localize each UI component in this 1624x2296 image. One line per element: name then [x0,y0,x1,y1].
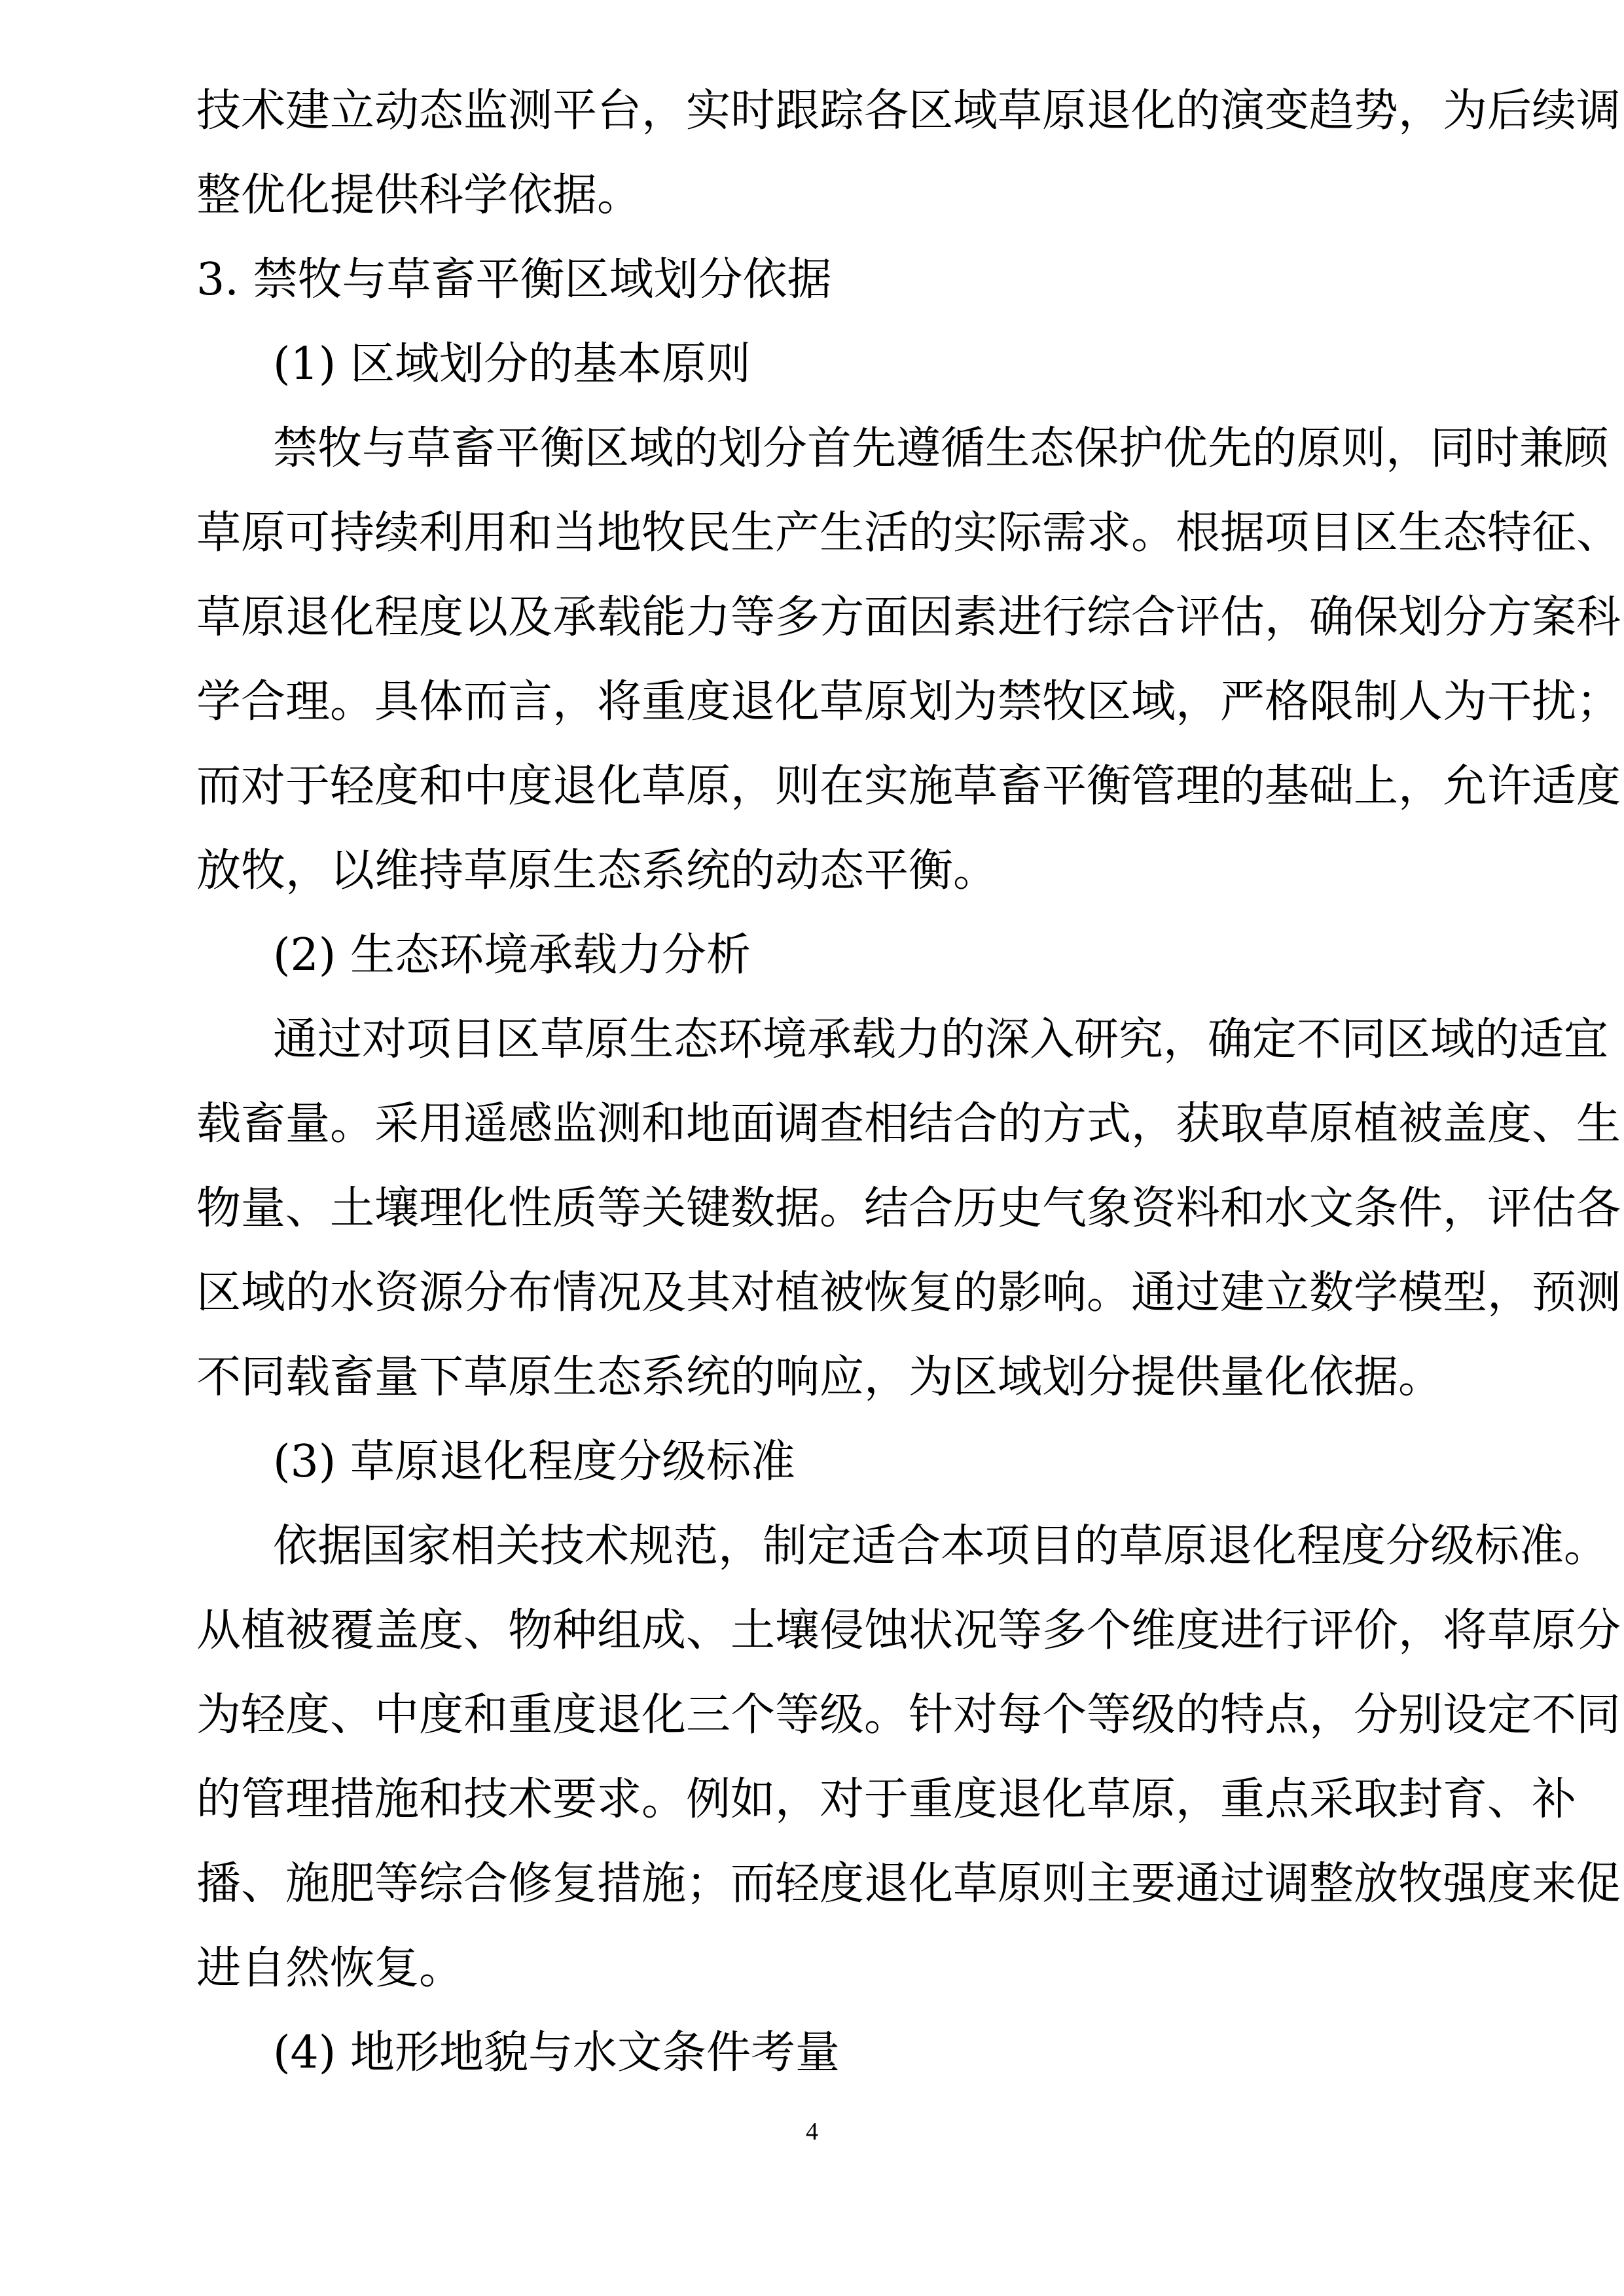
page-number: 4 [806,2118,818,2145]
paragraph-line: 整优化提供科学依据。 [196,170,642,221]
paragraph-line: 禁牧与草畜平衡区域的划分首先遵循生态保护优先的原则，同时兼顾 [273,423,1609,475]
paragraph-line: 不同载畜量下草原生态系统的响应，为区域划分提供量化依据。 [196,1352,1443,1403]
paragraph-line: 草原可持续利用和当地牧民生产生活的实际需求。根据项目区生态特征、 [196,507,1621,559]
paragraph-line: 依据国家相关技术规范，制定适合本项目的草原退化程度分级标准。 [273,1520,1609,1572]
subsection-heading: (4) 地形地貌与水文条件考量 [273,2027,840,2079]
paragraph-line: 播、施肥等综合修复措施；而轻度退化草原则主要通过调整放牧强度来促 [196,1858,1621,1910]
paragraph-line: 的管理措施和技术要求。例如，对于重度退化草原，重点采取封育、补 [196,1774,1577,1825]
paragraph-line: 从植被覆盖度、物种组成、土壤侵蚀状况等多个维度进行评价，将草原分 [196,1605,1621,1657]
paragraph-line: 为轻度、中度和重度退化三个等级。针对每个等级的特点，分别设定不同 [196,1689,1621,1741]
paragraph-line: 进自然恢复。 [196,1943,464,1994]
paragraph-line: 草原退化程度以及承载能力等多方面因素进行综合评估，确保划分方案科 [196,592,1621,643]
paragraph-line: 技术建立动态监测平台，实时跟踪各区域草原退化的演变趋势，为后续调 [196,85,1621,137]
paragraph-line: 放牧，以维持草原生态系统的动态平衡。 [196,845,998,897]
section-heading: 3. 禁牧与草畜平衡区域划分依据 [196,254,832,306]
paragraph-line: 物量、土壤理化性质等关键数据。结合历史气象资料和水文条件，评估各 [196,1183,1621,1234]
paragraph-line: 区域的水资源分布情况及其对植被恢复的影响。通过建立数学模型，预测 [196,1267,1621,1319]
subsection-heading: (2) 生态环境承载力分析 [273,929,751,981]
paragraph-line: 载畜量。采用遥感监测和地面调查相结合的方式，获取草原植被盖度、生 [196,1098,1621,1150]
paragraph-line: 学合理。具体而言，将重度退化草原划为禁牧区域，严格限制人为干扰； [196,676,1621,728]
paragraph-line: 通过对项目区草原生态环境承载力的深入研究，确定不同区域的适宜 [273,1014,1609,1066]
paragraph-line: 而对于轻度和中度退化草原，则在实施草畜平衡管理的基础上，允许适度 [196,761,1621,812]
subsection-heading: (1) 区域划分的基本原则 [273,338,751,390]
document-body [196,69,1621,2095]
subsection-heading: (3) 草原退化程度分级标准 [273,1436,795,1488]
